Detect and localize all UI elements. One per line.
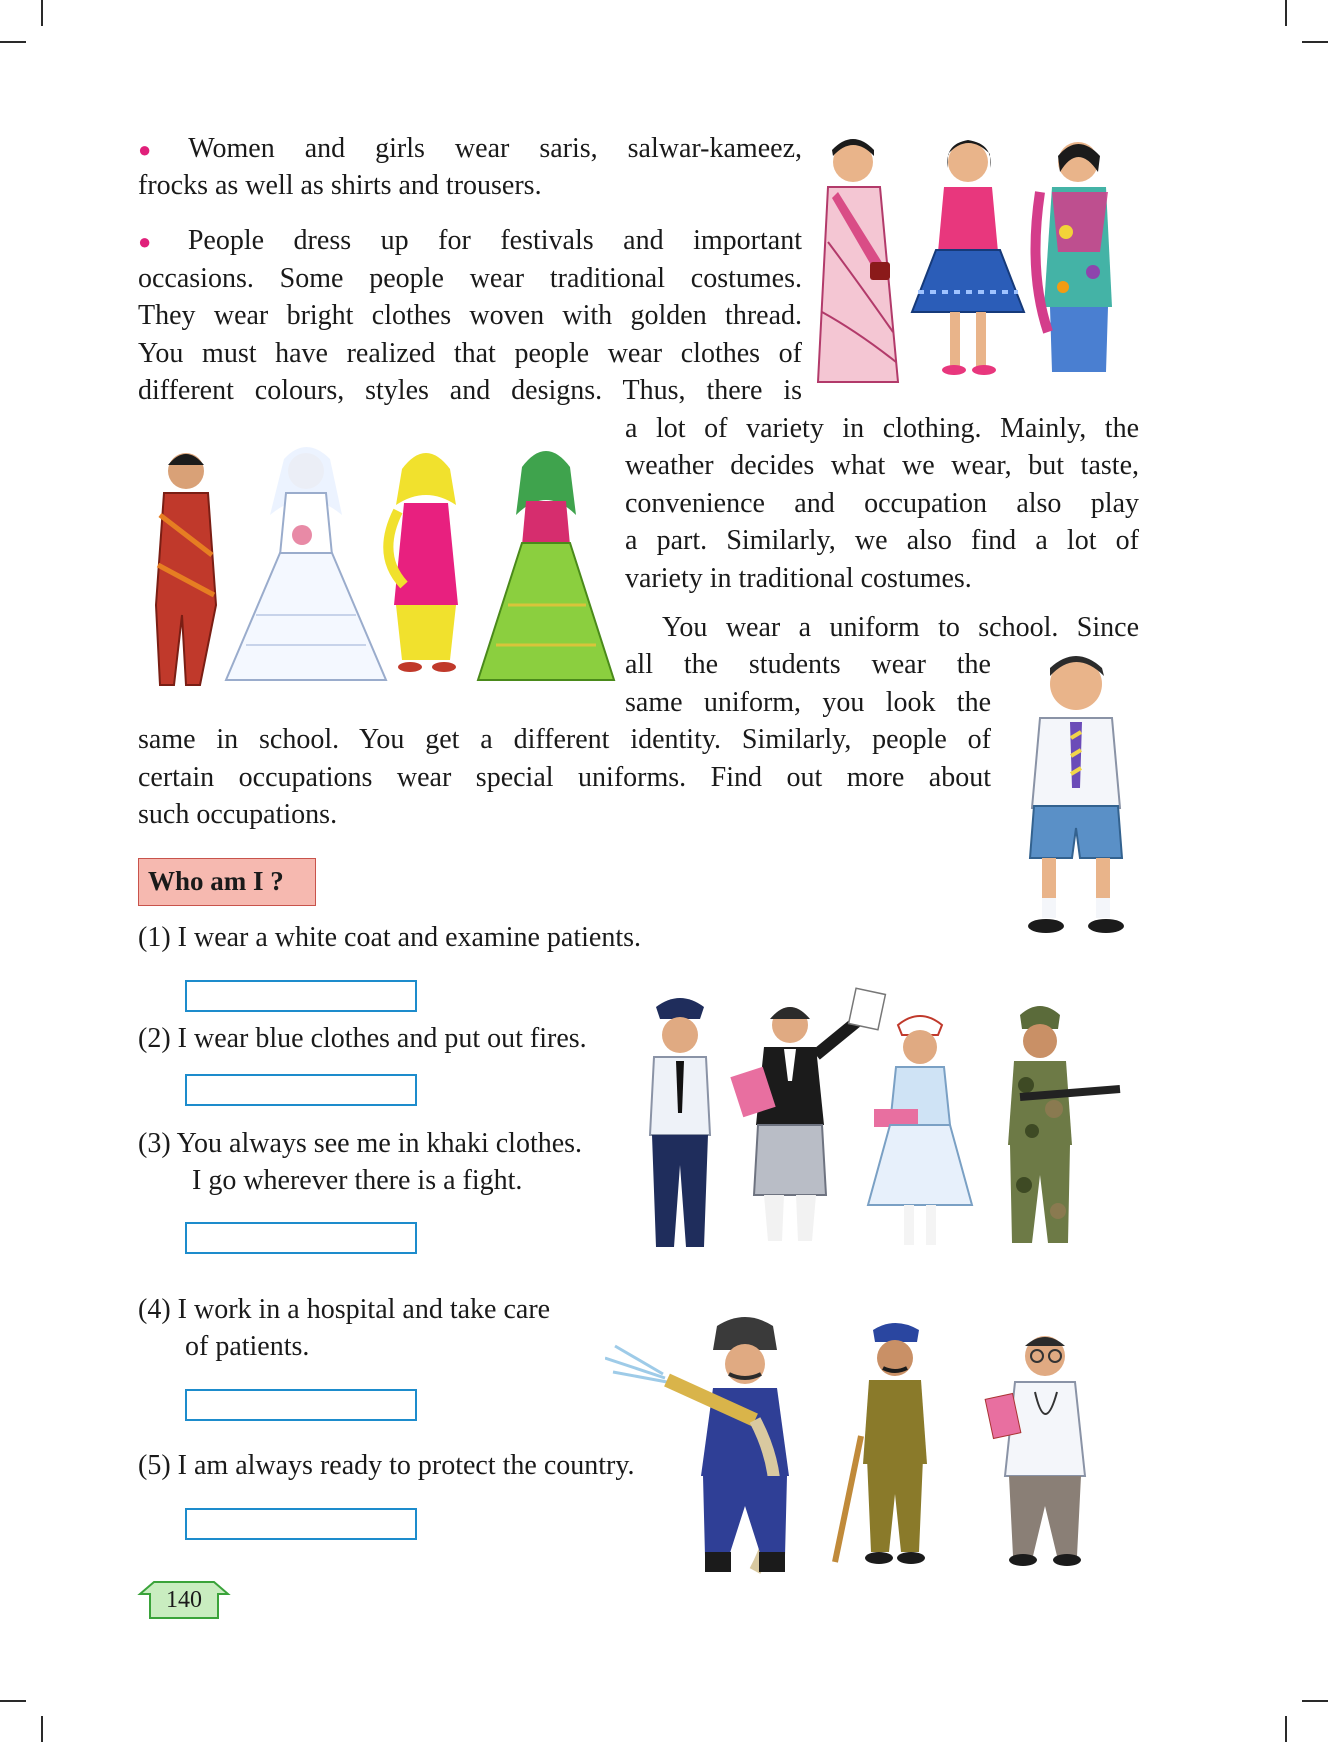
question-3: (3) You always see me in khaki clothes. — [138, 1128, 583, 1159]
answer-box-5[interactable] — [185, 1508, 417, 1540]
paragraph-3-line: such occupations. — [138, 799, 338, 830]
paragraph-3-line: same in school. You get a different identity. Similarly, people of — [138, 724, 991, 755]
crop-mark — [1285, 0, 1287, 26]
paragraph-3-line: certain occupations wear special uniforms. Find out more about — [138, 761, 991, 793]
paragraph-3-line: You wear a uniform to school. Since — [662, 612, 1139, 643]
crop-mark — [1302, 1700, 1328, 1702]
activity-title-badge: Who am I ? — [138, 858, 316, 906]
crop-mark — [0, 1700, 26, 1702]
paragraph-2-line: weather decides what we wear, but taste, — [625, 450, 1139, 481]
paragraph-2-line: a part. Similarly, we also find a lot of — [625, 525, 1139, 556]
answer-box-4[interactable] — [185, 1389, 417, 1421]
paragraph-2-line: different colours, styles and designs. Thus, there is — [138, 375, 802, 406]
question-3-line-2: I go wherever there is a fight. — [192, 1165, 523, 1196]
paragraph-2-line: a lot of variety in clothing. Mainly, the — [625, 412, 1139, 444]
paragraph-3-line: same uniform, you look the — [625, 686, 991, 718]
question-1: (1) I wear a white coat and examine patients. — [138, 922, 642, 953]
page-number: 140 — [166, 1587, 202, 1613]
question-5: (5) I am always ready to protect the country. — [138, 1450, 635, 1481]
paragraph-2-line: convenience and occupation also play — [625, 487, 1139, 519]
paragraph-2-line: variety in traditional costumes. — [625, 562, 972, 594]
schoolboy-illustration-icon — [1010, 648, 1142, 946]
fire-police-doctor-illustration-icon — [605, 1316, 1140, 1578]
crop-mark — [41, 1716, 43, 1742]
crop-mark — [1302, 41, 1328, 43]
paragraph-1-line-1: ● Women and girls wear saris, salwar-kameez, — [138, 133, 802, 164]
question-2: (2) I wear blue clothes and put out fires. — [138, 1023, 587, 1054]
crop-mark — [0, 41, 26, 43]
paragraph-2-line: You must have realized that people wear clothes of — [138, 337, 802, 369]
bullet-icon: ● — [138, 229, 174, 254]
answer-box-1[interactable] — [185, 980, 417, 1012]
bullet-icon: ● — [138, 137, 175, 162]
question-4: (4) I work in a hospital and take care — [138, 1294, 551, 1325]
traditional-costumes-illustration-icon — [146, 445, 622, 695]
paragraph-2-line: They wear bright clothes woven with golden thread. — [138, 300, 802, 331]
women-dress-illustration-icon — [808, 132, 1130, 394]
paragraph-3-line: all the students wear the — [625, 649, 991, 680]
uniformed-workers-illustration-icon — [640, 985, 1140, 1265]
crop-mark — [41, 0, 43, 26]
crop-mark — [1285, 1716, 1287, 1742]
paragraph-2-line-1: ● People dress up for festivals and important — [138, 225, 802, 256]
answer-box-2[interactable] — [185, 1074, 417, 1106]
answer-box-3[interactable] — [185, 1222, 417, 1254]
question-4-line-2: of patients. — [185, 1331, 310, 1362]
paragraph-1-line-2: frocks as well as shirts and trousers. — [138, 170, 542, 201]
paragraph-2-line: occasions. Some people wear traditional costumes. — [138, 262, 802, 294]
